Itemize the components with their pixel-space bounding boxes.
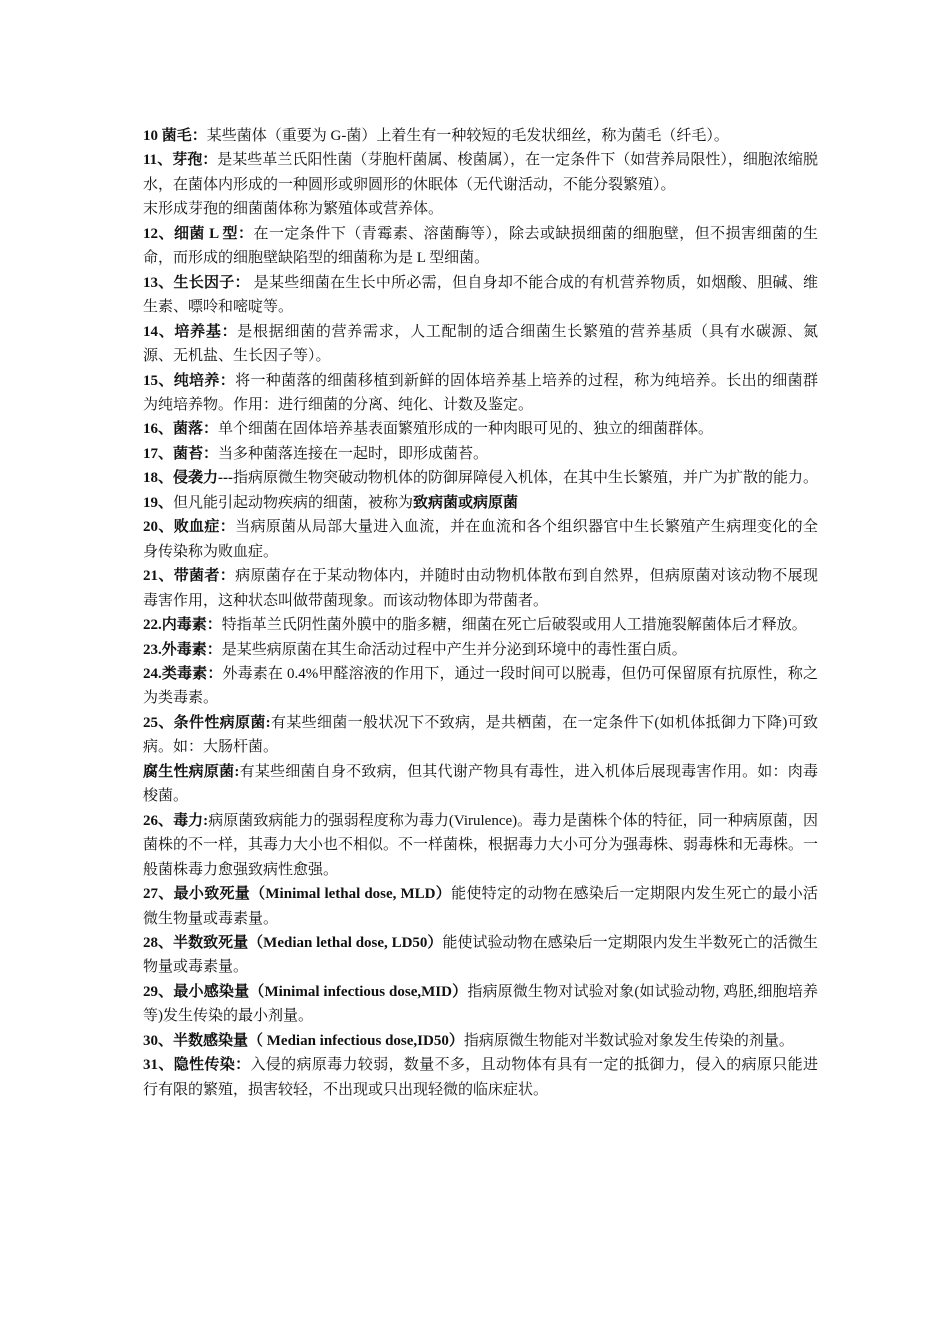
term-label: 17、菌苔： — [143, 445, 219, 462]
term-label: 腐生性病原菌: — [143, 763, 240, 780]
term-label: 22.内毒素： — [143, 617, 222, 634]
paragraph-26 — [143, 809, 818, 882]
definition-text: 是某些细菌在生长中所必需，但自身却不能合成的有机营养物质，如烟酸、胆碱、维生素、嘌呤和嘧啶等。 — [143, 274, 818, 316]
definition-emphasis: 致病菌或病原菌 — [413, 494, 519, 511]
term-label: 31、隐性传染： — [143, 1057, 251, 1074]
term-label: 24.类毒素： — [143, 665, 223, 682]
definition-text: 但凡能引起动物疾病的细菌，被称为 — [173, 494, 414, 511]
definition-text: 指病原微生物对试验对象(如试验动物, 鸡胚,细胞培养等)发生传染的最小剂量。 — [143, 983, 819, 1025]
paragraph-18 — [143, 466, 818, 490]
term-label: 13、生长因子： — [143, 274, 250, 291]
definition-text: 是某些革兰氏阳性菌（芽胞杆菌属、梭菌属），在一定条件下（如营养局限性），细胞浓缩脱水，在菌体内形成的一种圆形或卵圆形的休眠体（无代谢活动，不能分裂繁殖）。 — [143, 152, 818, 193]
paragraph-19 — [143, 491, 818, 515]
definition-text: 指病原微生物突破动物机体的防御屏障侵入机体，在其中生长繁殖，并广为扩散的能力。 — [233, 470, 819, 487]
definition-text: 是某些病原菌在其生命活动过程中产生并分泌到环境中的毒性蛋白质。 — [221, 641, 687, 658]
paragraph-24 — [143, 662, 818, 711]
paragraph-17 — [143, 442, 818, 466]
definition-text: 特指革兰氏阴性菌外膜中的脂多糖，细菌在死亡后破裂或用人工措施裂解菌体后才释放。 — [221, 617, 807, 634]
definition-text: 能使特定的动物在感染后一定期限内发生死亡的最小活微生物量或毒素量。 — [143, 886, 818, 927]
term-label: 21、带菌者： — [143, 568, 236, 585]
paragraph-14 — [143, 320, 818, 369]
definition-text: 有某些细菌自身不致病，但其代谢产物具有毒性，进入机体后展现毒害作用。如：肉毒梭菌。 — [143, 763, 818, 805]
term-label: 16、菌落： — [143, 421, 219, 438]
term-label: 11、芽孢： — [143, 152, 218, 169]
definition-text: 当病原菌从局部大量进入血流，并在血流和各个组织器官中生长繁殖产生病理变化的全身传染称为败血症。 — [143, 519, 818, 560]
term-label: 28、半数致死量（Median lethal dose, LD50） — [143, 934, 443, 951]
definition-text: 病原菌致病能力的强弱程度称为毒力(Virulence)。毒力是菌株个体的特征，同一种病原菌，因菌株的不一样，其毒力大小也不相似。不一样菌株，根据毒力大小可分为强毒株、弱毒株和无毒株。一般菌株毒力愈强致病性愈强。 — [143, 812, 819, 878]
paragraph-10 — [143, 124, 818, 148]
paragraph-23 — [143, 638, 818, 662]
term-label: 26、毒力: — [143, 812, 209, 829]
term-label: 10 菌毛： — [143, 128, 207, 144]
definition-text: 某些菌体（重要为 G-菌）上着生有一种较短的毛发状细丝，称为菌毛（纤毛）。 — [206, 128, 729, 144]
definition-text: 单个细菌在固体培养基表面繁殖形成的一种肉眼可见的、独立的细菌群体。 — [218, 421, 714, 438]
paragraph-13 — [143, 271, 818, 320]
definition-text: 在一定条件下（青霉素、溶菌酶等），除去或缺损细菌的细胞壁，但不损害细菌的生命，而形成的细胞壁缺陷型的细菌称为是 L 型细菌。 — [143, 225, 818, 267]
paragraph-31 — [143, 1053, 818, 1102]
paragraph-25 — [143, 711, 818, 760]
paragraph-29 — [143, 980, 818, 1029]
definition-text: 指病原微生物能对半数试验对象发生传染的剂量。 — [463, 1032, 794, 1049]
paragraph-30 — [143, 1029, 818, 1053]
paragraph-12 — [143, 222, 818, 271]
paragraph-22 — [143, 613, 818, 637]
term-label: 19、 — [143, 494, 174, 511]
term-label: 12、细菌 L 型： — [143, 225, 254, 242]
paragraph-25b — [143, 760, 818, 809]
term-label: 30、半数感染量（ Median infectious dose,ID50） — [143, 1032, 464, 1049]
definition-text: 是根据细菌的营养需求，人工配制的适合细菌生长繁殖的营养基质（具有水碳源、氮源、无机盐、生长因子等）。 — [143, 323, 818, 365]
term-label: 29、最小感染量（Minimal infectious dose,MID） — [143, 983, 468, 1000]
definition-text: 将一种菌落的细菌移植到新鲜的固体培养基上培养的过程，称为纯培养。长出的细菌群为纯培养物。作用：进行细菌的分离、纯化、计数及鉴定。 — [143, 372, 818, 413]
definition-text: 外毒素在 0.4%甲醛溶液的作用下，通过一段时间可以脱毒，但仍可保留原有抗原性，称之为类毒素。 — [143, 665, 818, 707]
paragraph-11-note — [143, 197, 818, 221]
term-label: 20、败血症： — [143, 519, 236, 536]
paragraph-16 — [143, 417, 818, 441]
paragraph-28 — [143, 931, 818, 980]
definition-text: 入侵的病原毒力较弱，数量不多，且动物体有具有一定的抵御力，侵入的病原只能进行有限的繁殖，损害较轻，不出现或只出现轻微的临床症状。 — [143, 1057, 818, 1098]
definition-text: 末形成芽孢的细菌菌体称为繁殖体或营养体。 — [143, 201, 444, 218]
term-label: 23.外毒素： — [143, 641, 222, 658]
term-label: 27、最小致死量（Minimal lethal dose, MLD） — [143, 886, 452, 903]
paragraph-11 — [143, 148, 818, 197]
term-label: 15、纯培养： — [143, 372, 236, 389]
term-label: 18、侵袭力--- — [143, 470, 233, 487]
definition-text: 有某些细菌一般状况下不致病，是共栖菌，在一定条件下(如机体抵御力下降)可致病。如：大肠杆菌。 — [143, 714, 818, 756]
term-label: 14、培养基： — [143, 323, 238, 340]
paragraph-15 — [143, 369, 818, 418]
paragraph-21 — [143, 564, 818, 613]
paragraph-27 — [143, 882, 818, 931]
term-label: 25、条件性病原菌: — [143, 714, 271, 731]
document-body — [143, 124, 818, 1102]
definition-text: 能使试验动物在感染后一定期限内发生半数死亡的活微生物量或毒素量。 — [143, 934, 818, 976]
paragraph-20 — [143, 515, 818, 564]
definition-text: 病原菌存在于某动物体内，并随时由动物机体散布到自然界，但病原菌对该动物不展现毒害作用，这种状态叫做带菌现象。而该动物体即为带菌者。 — [143, 568, 818, 609]
definition-text: 当多种菌落连接在一起时，即形成菌苔。 — [218, 445, 489, 462]
